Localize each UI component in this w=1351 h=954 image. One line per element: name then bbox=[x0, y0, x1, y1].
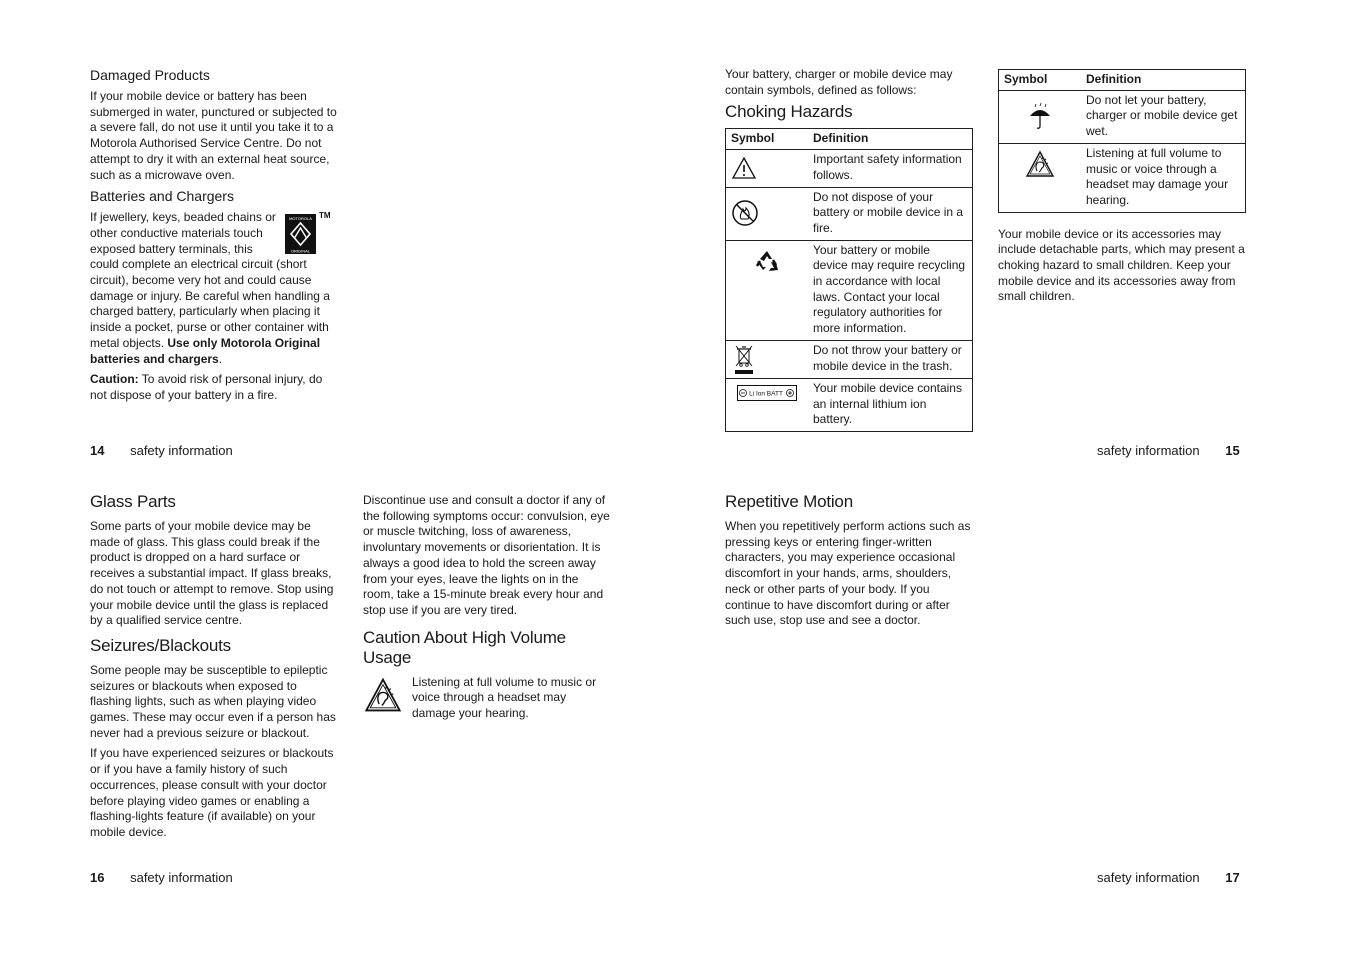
seizures-text-1: Some people may be susceptible to epileptic seizures or blackouts when exposed to flashing lights, such as when playing video games. These may occur even if a person has never had a previous seizure or blackout. bbox=[90, 662, 336, 740]
page-number: 14 bbox=[90, 443, 105, 458]
glass-parts-text: Some parts of your mobile device may be made of glass. This glass could break if the product is dropped on a hard surface or receives a substantial impact. If glass breaks, do not touch or attempt to remove. Stop using your mobile device until the glass is replaced by a qualified service centre. bbox=[90, 519, 334, 628]
symbols-intro: Your battery, charger or mobile device may contain symbols, defined as follows: bbox=[725, 67, 953, 97]
li-ion-label: Li Ion BATT bbox=[749, 390, 783, 398]
definition-cell: Listening at full volume to music or voice through a headset may damage your hearing. bbox=[1081, 143, 1246, 212]
page-14-column bbox=[90, 67, 337, 409]
table-row bbox=[999, 143, 1246, 212]
symbol-cell bbox=[726, 340, 809, 378]
symbol-cell bbox=[999, 143, 1082, 212]
footer-section-title: safety information bbox=[1097, 870, 1200, 885]
page-16-left-column bbox=[90, 492, 338, 846]
symbols-table-header bbox=[999, 70, 1246, 91]
li-ion-battery-icon bbox=[737, 385, 797, 401]
batteries-chargers-heading: Batteries and Chargers bbox=[90, 188, 234, 205]
table-row bbox=[999, 90, 1246, 143]
page-15-left-column bbox=[725, 67, 973, 432]
high-volume-text: Listening at full volume to music or voice through a headset may damage your hearing. bbox=[412, 674, 597, 721]
footer-section-title: safety information bbox=[1097, 443, 1200, 458]
definition-cell: Important safety information follows. bbox=[808, 150, 973, 187]
table-row bbox=[726, 150, 973, 187]
page-number: 15 bbox=[1225, 443, 1240, 458]
page-17-footer bbox=[1097, 870, 1240, 886]
high-volume-block bbox=[363, 675, 611, 722]
definition-cell: Do not dispose of your battery or mobile device in a fire. bbox=[808, 187, 973, 240]
table-row bbox=[726, 240, 973, 340]
definition-cell: Do not throw your battery or mobile device in the trash. bbox=[808, 340, 973, 378]
definition-cell: Your battery or mobile device may require recycling in accordance with local laws. Contact your local regulatory authorities for more information. bbox=[808, 240, 973, 340]
hearing-warning-icon bbox=[363, 677, 403, 713]
high-volume-heading: Caution About High Volume Usage bbox=[363, 627, 566, 667]
damaged-products-heading: Damaged Products bbox=[90, 67, 210, 83]
symbol-cell bbox=[726, 150, 809, 187]
warning-triangle-icon bbox=[731, 156, 757, 180]
definition-column-header: Definition bbox=[1081, 70, 1246, 91]
hearing-warning-icon bbox=[1025, 150, 1055, 178]
table-row bbox=[726, 340, 973, 378]
symbols-table-header bbox=[726, 129, 973, 150]
definition-cell: Do not let your battery, charger or mobile device get wet. bbox=[1081, 90, 1246, 143]
table-row bbox=[726, 378, 973, 431]
batteries-chargers-body: If jewellery, keys, beaded chains or other conductive materials touch exposed battery terminals, this could complete an electrical circuit (short circuit), become very hot and could cause damage or injury. Be careful when handling a charged battery, particularly when placing it inside a pocket, purse or other container with metal objects. bbox=[90, 210, 330, 350]
batteries-chargers-text bbox=[90, 210, 337, 367]
definition-column-header: Definition bbox=[808, 129, 973, 150]
definition-cell: Your mobile device contains an internal lithium ion battery. bbox=[808, 378, 973, 431]
footer-section-title: safety information bbox=[130, 443, 233, 458]
page-15-footer bbox=[1097, 443, 1240, 459]
no-fire-icon bbox=[731, 199, 759, 227]
batteries-chargers-end: . bbox=[218, 351, 223, 366]
umbrella-icon bbox=[1028, 102, 1052, 130]
glass-parts-heading: Glass Parts bbox=[90, 492, 176, 511]
motorola-original-logo bbox=[285, 210, 337, 254]
discontinue-text: Discontinue use and consult a doctor if any of the following symptoms occur: convulsion, eye or muscle twitching, loss of awareness, involuntary movements or disorientation. It is always a good idea to hold the screen away from your eyes, leave the lights on in the room, take a 15-minute break every hour and stop use if you are very tired. bbox=[363, 493, 610, 617]
logo-tm-text: TM bbox=[319, 211, 331, 221]
page-15-right-column bbox=[998, 69, 1246, 310]
page-14-footer bbox=[90, 443, 233, 459]
footer-section-title: safety information bbox=[130, 870, 233, 885]
seizures-text-2: If you have experienced seizures or blackouts or if you have a family history of such occurrences, please consult with your doctor before playing video games or enabling a flashing-lights feature (if available) on your mobile device. bbox=[90, 746, 334, 839]
symbols-table-continued bbox=[998, 69, 1246, 213]
caution-paragraph bbox=[90, 372, 337, 403]
page-number: 17 bbox=[1225, 870, 1240, 885]
symbol-column-header: Symbol bbox=[999, 70, 1082, 91]
symbols-table bbox=[725, 128, 973, 432]
symbol-cell bbox=[726, 378, 809, 431]
page-16-footer bbox=[90, 870, 233, 886]
symbol-cell bbox=[726, 240, 809, 340]
page-number: 16 bbox=[90, 870, 105, 885]
symbol-cell bbox=[999, 90, 1082, 143]
page-16-right-column bbox=[363, 493, 611, 722]
symbol-column-header: Symbol bbox=[726, 129, 809, 150]
recycle-icon bbox=[754, 249, 780, 273]
caution-text: To avoid risk of personal injury, do not dispose of your battery in a fire. bbox=[90, 372, 323, 402]
repetitive-motion-text: When you repetitively perform actions such as pressing keys or entering finger-written characters, you may experience occasional discomfort in your hands, arms, shoulders, neck or other parts of your body. If you continue to have discomfort during or after such use, stop use and see a doctor. bbox=[725, 519, 971, 628]
page-17-column bbox=[725, 492, 973, 634]
caution-label: Caution: bbox=[90, 372, 139, 387]
logo-bottom-text: ORIGINAL bbox=[290, 248, 311, 254]
crossed-bin-icon bbox=[731, 343, 757, 375]
seizures-blackouts-heading: Seizures/Blackouts bbox=[90, 635, 231, 655]
symbol-cell bbox=[726, 187, 809, 240]
repetitive-motion-heading: Repetitive Motion bbox=[725, 492, 853, 511]
choking-hazards-heading: Choking Hazards bbox=[725, 102, 853, 122]
choking-hazards-text: Your mobile device or its accessories may include detachable parts, which may present a choking hazard to small children. Keep your mobile device and its accessories away from small children. bbox=[998, 226, 1245, 304]
batteries-chargers-bold: Use only Motorola Original batteries and chargers bbox=[90, 335, 321, 366]
damaged-products-text: If your mobile device or battery has been submerged in water, punctured or subjected to a severe fall, do not use it until you take it to a Motorola Authorised Service Centre. Do not attempt to dry it with an external heat source, such as a microwave oven. bbox=[90, 89, 337, 182]
table-row bbox=[726, 187, 973, 240]
logo-top-text: MOTOROLA bbox=[289, 216, 312, 222]
